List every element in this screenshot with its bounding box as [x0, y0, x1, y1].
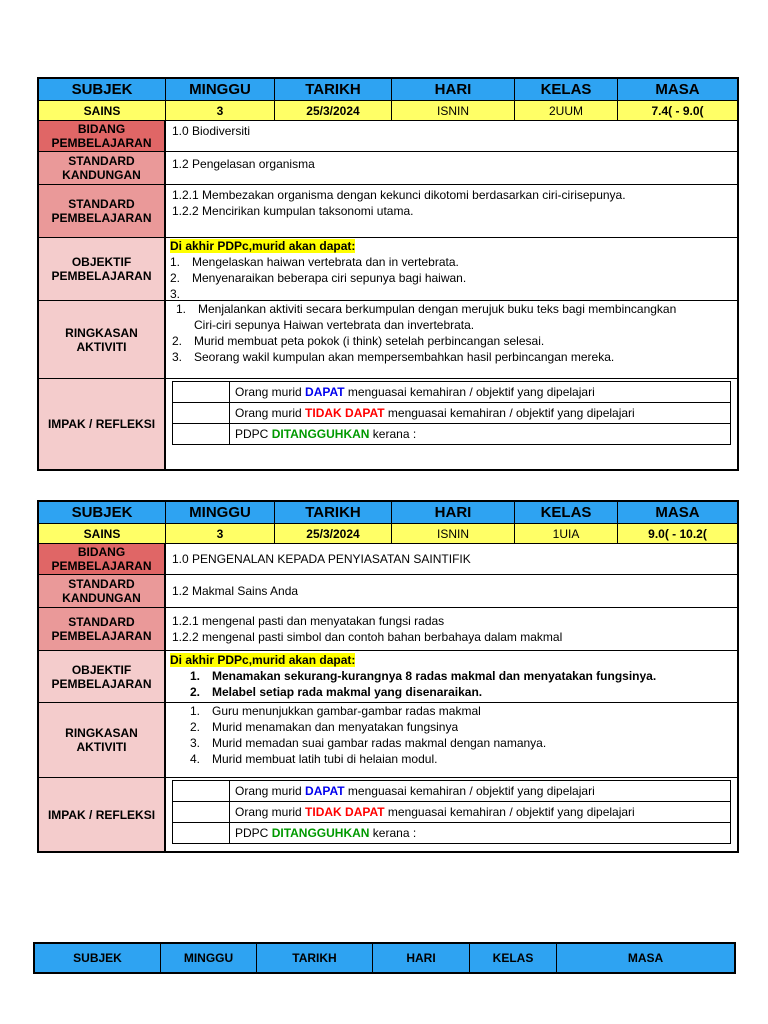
- objektif-label: OBJEKTIF PEMBELAJARAN: [39, 651, 166, 702]
- subjek-value: SAINS: [39, 101, 166, 120]
- list-item: 3.: [170, 287, 181, 300]
- list-item: 2. Melabel setiap rada makmal yang disenaraikan.: [190, 685, 483, 699]
- sp-line-2: 1.2.2 Mencirikan kumpulan taksonomi utama.: [172, 204, 414, 218]
- sp-line-1: 1.2.1 Membezakan organisma dengan kekunci dikotomi berdasarkan ciri-cirisepunya.: [172, 188, 626, 202]
- dapat-count-cell[interactable]: [173, 382, 230, 403]
- bidang-row: [39, 121, 737, 152]
- ringkasan-row: [39, 301, 737, 379]
- sk-content: [166, 575, 737, 607]
- header-row: [39, 79, 737, 101]
- bidang-content: [166, 544, 737, 574]
- list-item: 1. Menjalankan aktiviti secara berkumpulan dengan merujuk buku teks bagi membincangkan: [176, 302, 677, 316]
- impak-content: [166, 379, 737, 469]
- objektif-intro: Di akhir PDPc,murid akan dapat:: [170, 653, 356, 667]
- sp-row: [39, 608, 737, 651]
- header-tarikh: TARIKH: [275, 502, 392, 523]
- impak-table: [172, 780, 731, 844]
- info-row: [39, 101, 737, 121]
- ringkasan-content: [166, 703, 737, 777]
- tidak-dapat-text: Orang murid TIDAK DAPAT menguasai kemahiran / objektif yang dipelajari: [230, 802, 731, 823]
- list-item: 1. Mengelaskan haiwan vertebrata dan in vertebrata.: [170, 255, 459, 269]
- sp-label: STANDARD PEMBELAJARAN: [39, 185, 166, 237]
- subjek-value: SAINS: [39, 524, 166, 543]
- header-kelas: KELAS: [515, 502, 618, 523]
- masa-value: 7.4( - 9.0(: [651, 103, 704, 118]
- header-subjek: SUBJEK: [35, 944, 161, 972]
- bidang-content: [166, 121, 737, 151]
- sk-label: STANDARD KANDUNGAN: [39, 575, 166, 607]
- header-minggu: MINGGU: [166, 502, 275, 523]
- sp-content: [166, 185, 737, 237]
- sp-content: [166, 608, 737, 650]
- header-subjek: SUBJEK: [39, 79, 166, 100]
- impak-label: IMPAK / REFLEKSI: [39, 778, 166, 851]
- lesson-plan-1: [37, 77, 739, 471]
- ringkasan-label: RINGKASAN AKTIVITI: [39, 703, 166, 777]
- list-item: 2. Menyenaraikan beberapa ciri sepunya bagi haiwan.: [170, 271, 467, 285]
- header-row: [39, 502, 737, 524]
- ditangguhkan-text: PDPC DITANGGUHKAN kerana :: [230, 424, 731, 445]
- sk-row: [39, 152, 737, 185]
- table-row: [173, 424, 731, 445]
- table-row: [173, 823, 731, 844]
- objektif-content: [166, 238, 737, 300]
- header-masa: MASA: [557, 944, 734, 972]
- table-row: [173, 403, 731, 424]
- header-tarikh: TARIKH: [275, 79, 392, 100]
- objektif-content: [166, 651, 737, 702]
- header-masa: MASA: [655, 504, 700, 521]
- lesson-plan-3-header: [33, 942, 736, 974]
- sp-line-2: 1.2.2 mengenal pasti simbol dan contoh bahan berbahaya dalam makmal: [172, 630, 563, 644]
- list-item: 3. Seorang wakil kumpulan akan mempersembahkan hasil perbincangan mereka.: [172, 350, 615, 364]
- masa-value: 9.0( - 10.2(: [648, 526, 707, 541]
- header-hari: HARI: [373, 944, 470, 972]
- hari-value: ISNIN: [392, 524, 515, 543]
- kelas-value: 2UUM: [515, 101, 618, 120]
- ringkasan-content: [166, 301, 737, 378]
- tidak-dapat-count-cell[interactable]: [173, 802, 230, 823]
- header-hari: HARI: [392, 79, 515, 100]
- table-row: [173, 781, 731, 802]
- impak-row: [39, 778, 737, 851]
- dapat-text: Orang murid DAPAT menguasai kemahiran / objektif yang dipelajari: [230, 781, 731, 802]
- header-hari: HARI: [392, 502, 515, 523]
- info-row: [39, 524, 737, 544]
- list-item: 4. Murid membuat latih tubi di helaian modul.: [190, 752, 438, 766]
- header-masa: MASA: [655, 81, 700, 98]
- ringkasan-row: [39, 703, 737, 778]
- header-kelas: KELAS: [470, 944, 557, 972]
- impak-label: IMPAK / REFLEKSI: [39, 379, 166, 469]
- sp-line-1: 1.2.1 mengenal pasti dan menyatakan fungsi radas: [172, 614, 445, 628]
- list-item: 3. Murid memadan suai gambar radas makmal dengan namanya.: [190, 736, 547, 750]
- ditangguhkan-cell[interactable]: [173, 823, 230, 844]
- sp-row: [39, 185, 737, 238]
- dapat-count-cell[interactable]: [173, 781, 230, 802]
- header-kelas: KELAS: [515, 79, 618, 100]
- header-tarikh: TARIKH: [257, 944, 373, 972]
- minggu-value: 3: [166, 101, 275, 120]
- lesson-plan-2: [37, 500, 739, 853]
- list-item: Ciri-ciri sepunya Haiwan vertebrata dan invertebrata.: [194, 318, 475, 332]
- tarikh-value: 25/3/2024: [275, 524, 392, 543]
- impak-row: [39, 379, 737, 469]
- bidang-label: BIDANG PEMBELAJARAN: [39, 544, 166, 574]
- bidang-text: 1.0 PENGENALAN KEPADA PENYIASATAN SAINTIFIK: [172, 552, 471, 566]
- sk-text: 1.2 Makmal Sains Anda: [172, 584, 299, 598]
- header-subjek: SUBJEK: [39, 502, 166, 523]
- bidang-row: [39, 544, 737, 575]
- sk-row: [39, 575, 737, 608]
- tidak-dapat-text: Orang murid TIDAK DAPAT menguasai kemahiran / objektif yang dipelajari: [230, 403, 731, 424]
- list-item: 1. Guru menunjukkan gambar-gambar radas makmal: [190, 704, 481, 718]
- sk-content: [166, 152, 737, 184]
- list-item: 2. Murid membuat peta pokok (i think) setelah perbincangan selesai.: [172, 334, 545, 348]
- table-row: [173, 382, 731, 403]
- tidak-dapat-count-cell[interactable]: [173, 403, 230, 424]
- objektif-row: [39, 651, 737, 703]
- sp-label: STANDARD PEMBELAJARAN: [39, 608, 166, 650]
- header-minggu: MINGGU: [161, 944, 257, 972]
- objektif-row: [39, 238, 737, 301]
- objektif-label: OBJEKTIF PEMBELAJARAN: [39, 238, 166, 300]
- impak-table: [172, 381, 731, 445]
- kelas-value: 1UIA: [515, 524, 618, 543]
- header-minggu: MINGGU: [166, 79, 275, 100]
- impak-content: [166, 778, 737, 851]
- tarikh-value: 25/3/2024: [275, 101, 392, 120]
- list-item: 2. Murid menamakan dan menyatakan fungsinya: [190, 720, 459, 734]
- list-item: 1. Menamakan sekurang-kurangnya 8 radas makmal dan menyatakan fungsinya.: [190, 669, 657, 683]
- bidang-label: BIDANG PEMBELAJARAN: [39, 121, 166, 151]
- dapat-text: Orang murid DAPAT menguasai kemahiran / objektif yang dipelajari: [230, 382, 731, 403]
- objektif-intro: Di akhir PDPc,murid akan dapat:: [170, 239, 356, 253]
- sk-text: 1.2 Pengelasan organisma: [172, 157, 315, 171]
- ditangguhkan-cell[interactable]: [173, 424, 230, 445]
- hari-value: ISNIN: [392, 101, 515, 120]
- table-row: [173, 802, 731, 823]
- ringkasan-label: RINGKASAN AKTIVITI: [39, 301, 166, 378]
- minggu-value: 3: [166, 524, 275, 543]
- sk-label: STANDARD KANDUNGAN: [39, 152, 166, 184]
- bidang-text: 1.0 Biodiversiti: [172, 124, 251, 138]
- ditangguhkan-text: PDPC DITANGGUHKAN kerana :: [230, 823, 731, 844]
